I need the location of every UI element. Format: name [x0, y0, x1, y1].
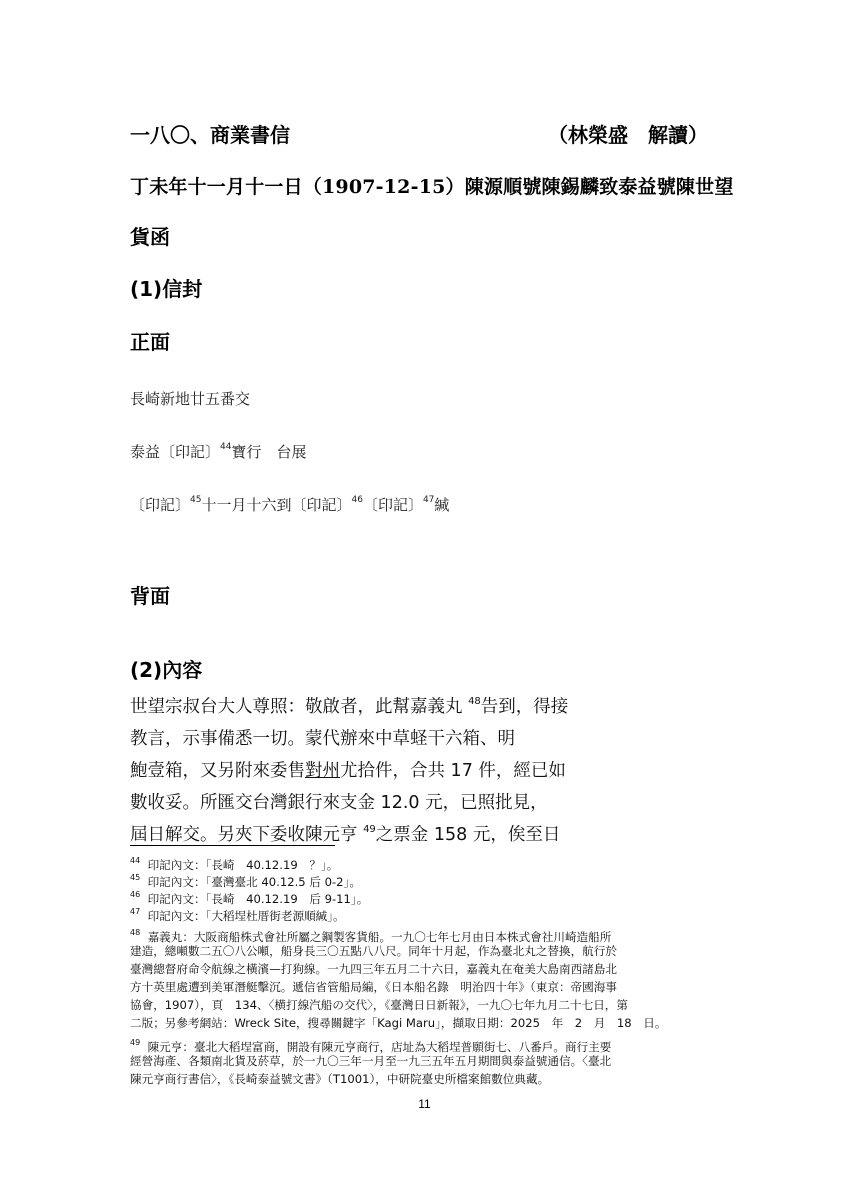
- footnote-ref-49: 49: [363, 824, 376, 836]
- envelope-front-line-1: [130, 388, 250, 409]
- text-segment: 屆日解交。另夾下委收陳元亨: [130, 825, 364, 845]
- footnote-text: 嘉義丸：大阪商船株式會社所屬之鋼製客貨船。一九〇七年七月由日本株式會社川崎造船所: [147, 929, 612, 944]
- letter-title-line1: 丁未年十一月十一日（1907-12-15）陳源順號陳錫麟致泰益號陳世望: [130, 176, 734, 198]
- footnote-ref-46: 46: [351, 495, 363, 505]
- footnote-49-line-2: 經營海產、各類南北貨及菸草，於一九〇三年一月至一九三五年五月期間與泰益號通信。〈臺北: [130, 1054, 612, 1068]
- text-segment: 泰益〔印記〕: [130, 443, 221, 461]
- text-segment: 之票金 158 元，俟至日: [375, 825, 561, 845]
- text-segment: 鮑壹箱，又另附來委售: [130, 761, 305, 781]
- underlined-text: 對州: [305, 761, 340, 781]
- footnote-number: 45: [130, 873, 141, 882]
- content-line-5: [130, 821, 560, 846]
- reader-credit: （林榮盛 解讀）: [548, 123, 708, 147]
- footnote-text: 印記內文：「大稻埕杜厝街老源順緘」。: [147, 908, 345, 923]
- footnote-48-line-2: 建造，總噸數二五〇八公噸，船身長三〇五點八八尺。同年十月起，作為臺北丸之替換，航行於: [130, 944, 617, 958]
- footnote-ref-47: 47: [422, 495, 435, 505]
- text-segment: 〔印記〕: [130, 496, 191, 514]
- envelope-front-line-3: [130, 494, 449, 515]
- envelope-address: 長崎新地廿五番交: [130, 390, 251, 408]
- footnote-ref-45: 45: [190, 495, 202, 505]
- text-segment: 尤拾件，合共 17 件，經已如: [340, 761, 566, 781]
- footnote-48-line-3: 臺灣總督府命令航線之橫濱—打狗線。一九四三年五月二十六日，嘉義丸在奄美大島南西諸島北: [130, 962, 617, 976]
- text-segment: 告到，得接: [480, 697, 569, 717]
- footnote-text: 印記內文：「臺灣臺北 40.12.5 后 0-2」。: [147, 874, 361, 889]
- text-segment: 寶行 台展: [231, 443, 307, 461]
- footnote-48-line-6: 二版；另參考網站：Wreck Site，搜尋關鍵字「Kagi Maru」，擷取日期：2025 年 2 月 18 日。: [130, 1016, 667, 1030]
- content-heading: (2)內容: [130, 658, 203, 682]
- text-segment: 緘: [434, 496, 450, 514]
- envelope-heading: (1)信封: [130, 277, 203, 301]
- content-line-3: [130, 757, 566, 782]
- envelope-back-heading: 背面: [130, 584, 170, 608]
- envelope-front-line-2: [130, 441, 306, 462]
- text-segment: 世望宗叔台大人尊照：敬啟者，此幫嘉義丸: [130, 697, 469, 717]
- footnote-47: [130, 904, 726, 925]
- content-line-1: [130, 693, 568, 718]
- footnote-number: 44: [130, 856, 141, 865]
- footnote-separator: [130, 845, 335, 846]
- footnote-text: 印記內文：「長崎 40.12.19 后 9-11」。: [147, 891, 369, 906]
- content-line-2: 教言，示事備悉一切。蒙代辦來中草蛏干六箱、明: [130, 729, 515, 749]
- envelope-front-heading: 正面: [130, 330, 170, 354]
- footnote-49-line-3: 陳元亨商行書信〉，《長崎泰益號文書》（T1001），中研院臺史所檔案館數位典藏。: [130, 1072, 550, 1086]
- section-title: 一八〇、商業書信: [130, 123, 290, 147]
- footnote-text: 陳元亨：臺北大稻埕富商，開設有陳元亨商行，店址為大稻埕普願街七、八番戶。商行主要: [147, 1039, 612, 1054]
- letter-title-line2: 貨函: [130, 225, 170, 249]
- footnote-number: 46: [130, 890, 141, 899]
- text-segment: 十一月十六到〔印記〕: [201, 496, 352, 514]
- page-number: 11: [418, 1097, 431, 1111]
- footnote-ref-48: 48: [468, 696, 481, 708]
- content-line-4: 數收妥。所匯交台灣銀行來支金 12.0 元，已照批見，: [130, 793, 548, 813]
- footnote-text: 印記內文：「長崎 40.12.19 ？」。: [147, 857, 339, 872]
- footnote-number: 49: [130, 1038, 141, 1047]
- footnote-ref-44: 44: [220, 442, 232, 452]
- footnote-48-line-5: 協會，1907），頁 134、〈横打線汽船の交代〉，《臺灣日日新報》，一九〇七年九月二十七日，第: [130, 998, 628, 1012]
- footnote-number: 48: [130, 928, 141, 937]
- text-segment: 〔印記〕: [362, 496, 423, 514]
- footnote-number: 47: [130, 907, 141, 916]
- footnote-48-line-4: 方十英里處遭到美軍潛艇擊沉。遞信省管船局編，《日本船名錄 明治四十年》（東京：帝國海事: [130, 980, 617, 994]
